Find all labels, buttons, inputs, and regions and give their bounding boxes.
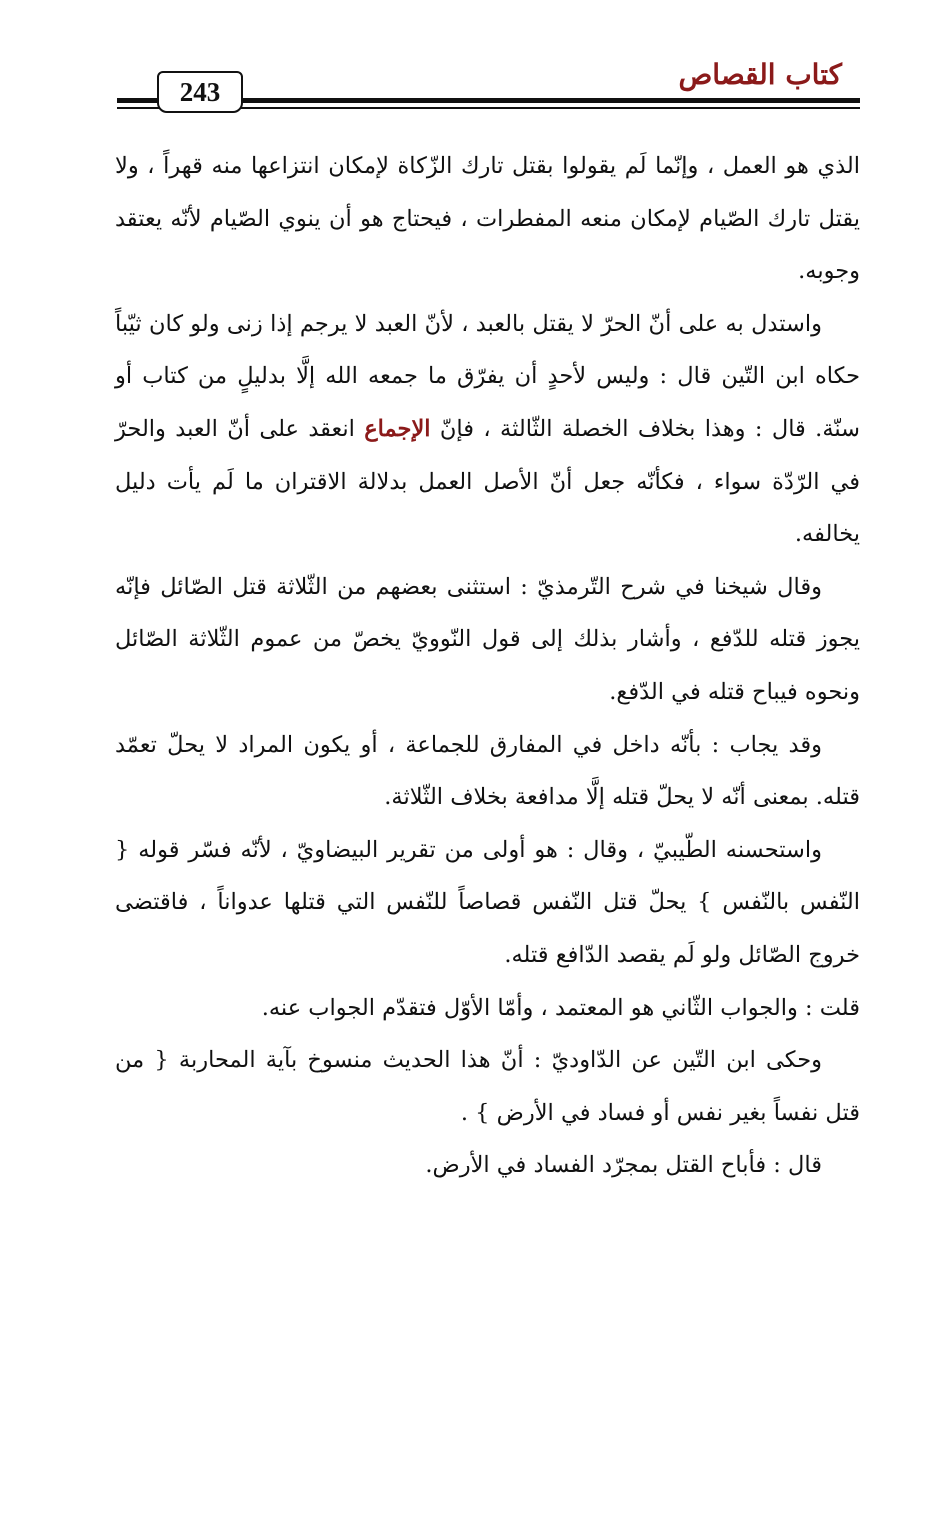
paragraph-6 xyxy=(115,982,860,1035)
paragraph-text: وقال شيخنا في شرح التّرمذيّ : استثنى بعضهم من الثّلاثة قتل الصّائل فإنّه يجوز قتله للدّفع ، وأشار بذلك إلى قول النّوويّ يخصّ من عموم الثّلاثة الصّائل ونحوه فيباح قتله في الدّفع. xyxy=(115,573,860,705)
page-number-box xyxy=(157,71,243,113)
paragraph-7 xyxy=(115,1034,860,1139)
paragraph-1 xyxy=(115,140,860,298)
paragraph-text: الذي هو العمل ، وإنّما لَم يقولوا بقتل تارك الزّكاة لإمكان انتزاعها منه قهراً ، ولا يقتل تارك الصّيام لإمكان منعه المفطرات ، فيحتاج هو أن ينوي الصّيام لأنّه يعتقد وجوبه. xyxy=(115,153,860,285)
paragraph-text: واستدل به على أنّ الحرّ لا يقتل بالعبد ، لأنّ العبد لا يرجم إذا زنى ولو كان ثيّباً حكاه ابن التّين قال : وليس لأحدٍ أن يفرّق ما جمعه الله إلَّا بدليلٍ من كتاب أو سنّة. قال : وهذا بخلاف الخصلة الثّالثة ، فإنّ xyxy=(115,310,861,442)
body-text xyxy=(115,140,860,1192)
paragraph-text: وقد يجاب : بأنّه داخل في المفارق للجماعة ، أو يكون المراد لا يحلّ تعمّد قتله. بمعنى أنّه لا يحلّ قتله إلَّا مدافعة بخلاف الثّلاثة. xyxy=(115,731,860,811)
paragraph-5 xyxy=(115,824,860,982)
paragraph-text-continued: انعقد على أنّ العبد والحرّ في الرّدّة سواء ، فكأنّه جعل أنّ الأصل العمل بدلالة الاقتران ما لَم يأت دليل يخالفه. xyxy=(115,415,860,548)
highlighted-term: الإجماع xyxy=(364,415,431,442)
book-title: كتاب القصاص xyxy=(678,58,842,91)
paragraph-3 xyxy=(115,561,860,719)
paragraph-2 xyxy=(115,298,860,561)
paragraph-8 xyxy=(115,1139,860,1192)
page-number: 243 xyxy=(179,77,221,107)
paragraph-4 xyxy=(115,719,860,824)
paragraph-text: قال : فأباح القتل بمجرّد الفساد في الأرض. xyxy=(425,1152,822,1179)
page-header xyxy=(117,58,860,128)
paragraph-text: واستحسنه الطّيبيّ ، وقال : هو أولى من تقرير البيضاويّ ، لأنّه فسّر قوله { النّفس بالنّفس } يحلّ قتل النّفس قصاصاً للنّفس التي قتلها عدواناً ، فاقتضى خروج الصّائل ولو لَم يقصد الدّافع قتله. xyxy=(115,836,860,968)
paragraph-text: قلت : والجواب الثّاني هو المعتمد ، وأمّا الأوّل فتقدّم الجواب عنه. xyxy=(261,994,860,1021)
paragraph-text: وحكى ابن التّين عن الدّاوديّ : أنّ هذا الحديث منسوخ بآية المحاربة { من قتل نفساً بغير نفس أو فساد في الأرض } . xyxy=(115,1047,860,1126)
